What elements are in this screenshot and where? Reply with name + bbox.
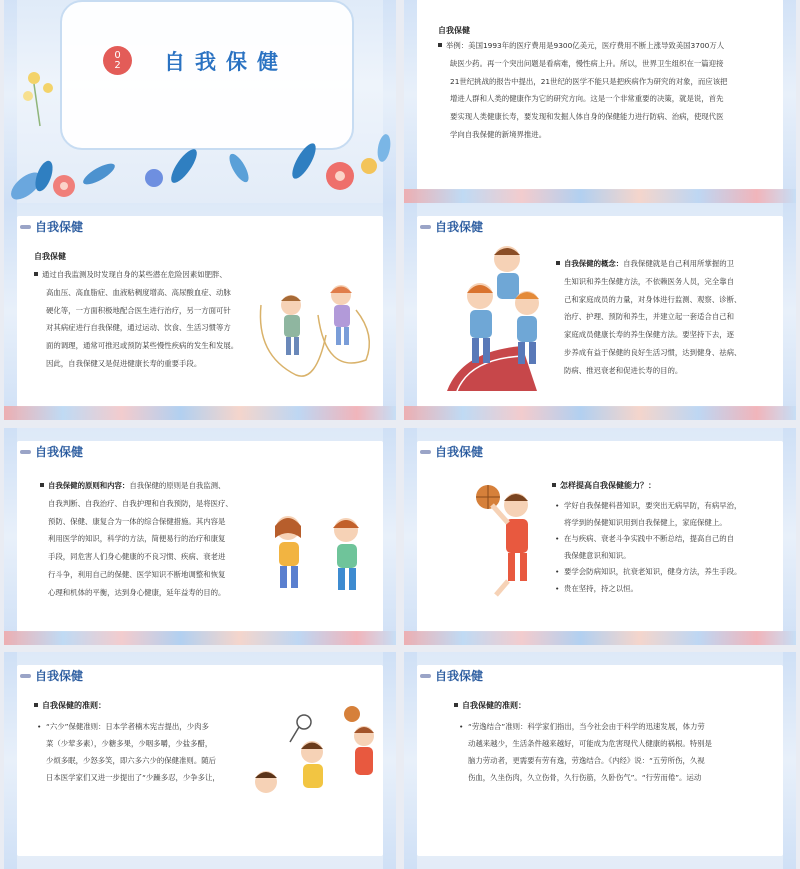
slide-title[interactable] bbox=[4, 0, 396, 203]
slide-header bbox=[420, 443, 483, 460]
slide-border bbox=[404, 428, 417, 645]
slide-8[interactable] bbox=[404, 652, 796, 869]
slide-header-title: 自我保健 bbox=[435, 220, 484, 234]
subheading-row bbox=[454, 700, 526, 711]
bullet-list bbox=[554, 498, 789, 597]
slide-6[interactable] bbox=[404, 428, 796, 645]
text-line: 脑力劳动者，更需要有劳有逸，劳逸结合。《内经》说：“五劳所伤，久视 bbox=[468, 756, 705, 765]
text-line: 学向自我保健的新境界推进。 bbox=[450, 129, 547, 139]
lead-text: 自我保健的概念： bbox=[564, 259, 624, 268]
text-line: 心理和机体的平衡，达到身心健康，延年益寿的目的。 bbox=[48, 587, 226, 597]
header-bar-icon bbox=[20, 674, 31, 678]
slide-4[interactable] bbox=[404, 203, 796, 420]
text-line: 要学会防病知识，抗衰老知识，健身方法，养生手段。 bbox=[564, 567, 742, 576]
slide-border bbox=[4, 203, 17, 420]
slide-header-title: 自我保健 bbox=[35, 220, 84, 234]
slide-border bbox=[404, 203, 417, 420]
text-line: 预防、保健、康复合为一体的综合保健措施。其内容是 bbox=[48, 516, 226, 526]
slide-header bbox=[20, 443, 83, 460]
section-number-bottom: 2 bbox=[114, 59, 121, 71]
floral-border bbox=[404, 631, 796, 645]
text-line: 防病、推迟衰老和促进长寿的目的。 bbox=[564, 365, 683, 375]
list-item-continuation bbox=[554, 548, 789, 565]
text-line: 增进人群和人类的健康作为它的研究方向。这是一个非常重要的决策，就是说，首先 bbox=[450, 94, 724, 104]
floral-border bbox=[4, 631, 396, 645]
list-item bbox=[554, 581, 789, 598]
text-line: 将学到的保健知识用到自我保健上，家庭保健上。 bbox=[564, 517, 727, 527]
subheading: 自我保健的准则： bbox=[462, 701, 526, 710]
section-title: 自我保健 bbox=[164, 50, 288, 74]
slide-5[interactable] bbox=[4, 428, 396, 645]
text-line: 自我保健就是自己利用所掌握的卫 bbox=[623, 259, 735, 268]
bullet-list bbox=[36, 718, 271, 786]
slide-border bbox=[383, 203, 396, 420]
slide-header-title: 自我保健 bbox=[435, 445, 484, 459]
slide-header bbox=[420, 218, 483, 235]
slide-border bbox=[783, 0, 796, 203]
list-item-continuation bbox=[458, 735, 793, 752]
text-line: 因此，自我保健又是促进健康长寿的重要手段。 bbox=[46, 358, 202, 368]
list-item-continuation bbox=[458, 752, 793, 769]
slide-border bbox=[404, 0, 417, 203]
text-line: 少烦多眠，少怒多笑，即六多六少的保健准则。随后 bbox=[46, 756, 216, 765]
square-bullet-icon bbox=[438, 43, 442, 47]
text-line: 自我判断、自我治疗、自我护理和自我预防，是将医疗、 bbox=[48, 498, 233, 508]
floral-border bbox=[4, 406, 396, 420]
text-line: 日本医学家们又进一步提出了“少躁多忍，少争多让， bbox=[46, 773, 220, 782]
header-bar-icon bbox=[420, 225, 431, 229]
slide-border bbox=[4, 428, 17, 645]
list-item-continuation bbox=[36, 769, 271, 786]
slide-2[interactable] bbox=[404, 0, 796, 203]
text-line: 缺医少药。再一个突出问题是看病难，慢性病上升。所以，世界卫生组织在一篇迎接 bbox=[450, 58, 724, 68]
lead-text: 自我保健的原则和内容： bbox=[48, 481, 130, 490]
text-line: 在与疾病、衰老斗争实践中不断总结，提高自己的自 bbox=[564, 534, 734, 543]
subheading: 自我保健 bbox=[438, 26, 470, 35]
text-line: 行斗争，利用自己的保健、医学知识不断地调整和恢复 bbox=[48, 569, 226, 579]
slide-header bbox=[420, 667, 483, 684]
text-line: 自我保健的原则是自我监测、 bbox=[129, 481, 226, 490]
text-line: 己和家庭成员的力量，对身体进行监测、观察、诊断、 bbox=[564, 294, 742, 304]
floral-border bbox=[404, 189, 796, 203]
header-bar-icon bbox=[20, 450, 31, 454]
text-line: 利用医学的知识，科学的方法，简便易行的治疗和康复 bbox=[48, 534, 226, 544]
slide-header bbox=[20, 667, 83, 684]
text-line: 我保健意识和知识。 bbox=[564, 550, 631, 560]
slide-border bbox=[404, 652, 417, 869]
text-line: 治疗、护理、预防和养生，并建立起一套适合自己和 bbox=[564, 312, 734, 322]
slide-header-title: 自我保健 bbox=[435, 669, 484, 683]
header-bar-icon bbox=[420, 450, 431, 454]
list-item-continuation bbox=[458, 769, 793, 786]
slide-header bbox=[20, 218, 83, 235]
sports-kids-illustration bbox=[252, 712, 382, 812]
slide-3[interactable] bbox=[4, 203, 396, 420]
section-number-badge bbox=[103, 46, 132, 75]
text-line: 步养成有益于保健的良好生活习惯，达到健身、祛病、 bbox=[564, 347, 742, 357]
subheading: 怎样提高自我保健能力？： bbox=[560, 481, 656, 490]
text-line: 贵在坚持，持之以恒。 bbox=[564, 583, 638, 593]
text-line: 学好自我保健科普知识，要突出无病早防，有病早治， bbox=[564, 501, 742, 510]
list-item-continuation bbox=[554, 515, 789, 532]
text-line: 要实现人类健康长寿，要发现和发掘人体自身的保健能力进行防病、治病，使现代医 bbox=[450, 112, 724, 122]
square-bullet-icon bbox=[454, 703, 458, 707]
header-bar-icon bbox=[20, 225, 31, 229]
list-item-continuation bbox=[36, 735, 271, 752]
square-bullet-icon bbox=[34, 703, 38, 707]
basketball-kid-illustration bbox=[474, 483, 554, 613]
paragraph bbox=[40, 477, 265, 602]
text-line: 对其病症进行自我保健，通过运动、饮食、生活习惯等方 bbox=[46, 323, 231, 333]
list-item bbox=[554, 498, 789, 515]
racing-kids-illustration bbox=[266, 516, 386, 616]
slide-border bbox=[383, 652, 396, 869]
text-line: 硬化等，一方面积极地配合医生进行治疗，另一方面可针 bbox=[46, 305, 231, 315]
subheading: 自我保健 bbox=[34, 252, 66, 261]
subheading-row bbox=[552, 480, 656, 491]
subheading: 自我保健的准则： bbox=[42, 701, 106, 710]
list-item bbox=[458, 718, 793, 735]
text-line: 手段，同危害人们身心健康的不良习惯、疾病、衰老进 bbox=[48, 552, 226, 562]
paragraph bbox=[556, 255, 786, 380]
paragraph bbox=[438, 37, 778, 144]
text-line: 举例：美国1993年的医疗费用是9300亿美元，医疗费用不断上涨导致美国3700万人 bbox=[446, 41, 725, 50]
running-kids-illustration bbox=[442, 241, 562, 391]
text-line: “六少”保健准则：日本学者楠木宪吉提出，少肉多 bbox=[46, 722, 209, 731]
slide-header-title: 自我保健 bbox=[35, 445, 84, 459]
floral-border bbox=[404, 406, 796, 420]
yellow-flowers-decoration bbox=[14, 66, 74, 136]
header-bar-icon bbox=[420, 674, 431, 678]
text-line: 面的调理，通常可推迟或预防某些慢性疾病的发生和发展。 bbox=[46, 341, 239, 351]
text-line: 家庭成员健康长寿的养生保健方法。要坚持下去，逐 bbox=[564, 330, 734, 340]
slide-border bbox=[4, 652, 17, 869]
text-line: 高血压、高血脂症、血液粘稠度增高、高尿酸血症、动脉 bbox=[46, 287, 231, 297]
list-item-continuation bbox=[36, 752, 271, 769]
list-item bbox=[36, 718, 271, 735]
subheading-row bbox=[34, 700, 106, 711]
square-bullet-icon bbox=[40, 483, 44, 487]
square-bullet-icon bbox=[552, 483, 556, 487]
square-bullet-icon bbox=[34, 272, 38, 276]
slide-7[interactable] bbox=[4, 652, 396, 869]
slide-header-title: 自我保健 bbox=[35, 669, 84, 683]
text-line: 菜（少荤多素），少糖多果，少咽多嚼，少盐多醋， bbox=[46, 739, 213, 748]
jump-rope-kids-illustration bbox=[256, 275, 376, 385]
text-line: 动越来越少，生活条件越来越好，可能成为危害现代人健康的祸根。特别是 bbox=[468, 739, 712, 748]
text-line: “劳逸结合”准则：科学家们指出，当今社会由于科学的迅速发展，体力劳 bbox=[468, 722, 705, 731]
text-line: 21世纪挑战的报告中提出，21世纪的医学不能只是把疾病作为研究的对象，而应该把 bbox=[450, 76, 728, 86]
section-number-top: 0 bbox=[114, 49, 121, 61]
square-bullet-icon bbox=[556, 261, 560, 265]
text-line: 生知识和养生保健方法，不依赖医务人员，完全靠自 bbox=[564, 276, 734, 286]
list-item bbox=[554, 564, 789, 581]
text-line: 伤血，久坐伤肉，久立伤骨，久行伤筋，久卧伤气”。“行劳而倦”。运动 bbox=[468, 773, 702, 782]
bullet-list bbox=[458, 718, 793, 786]
list-item bbox=[554, 531, 789, 548]
paragraph bbox=[34, 266, 264, 373]
text-line: 通过自我监测及时发现自身的某些潜在危险因素如肥胖、 bbox=[42, 270, 227, 279]
